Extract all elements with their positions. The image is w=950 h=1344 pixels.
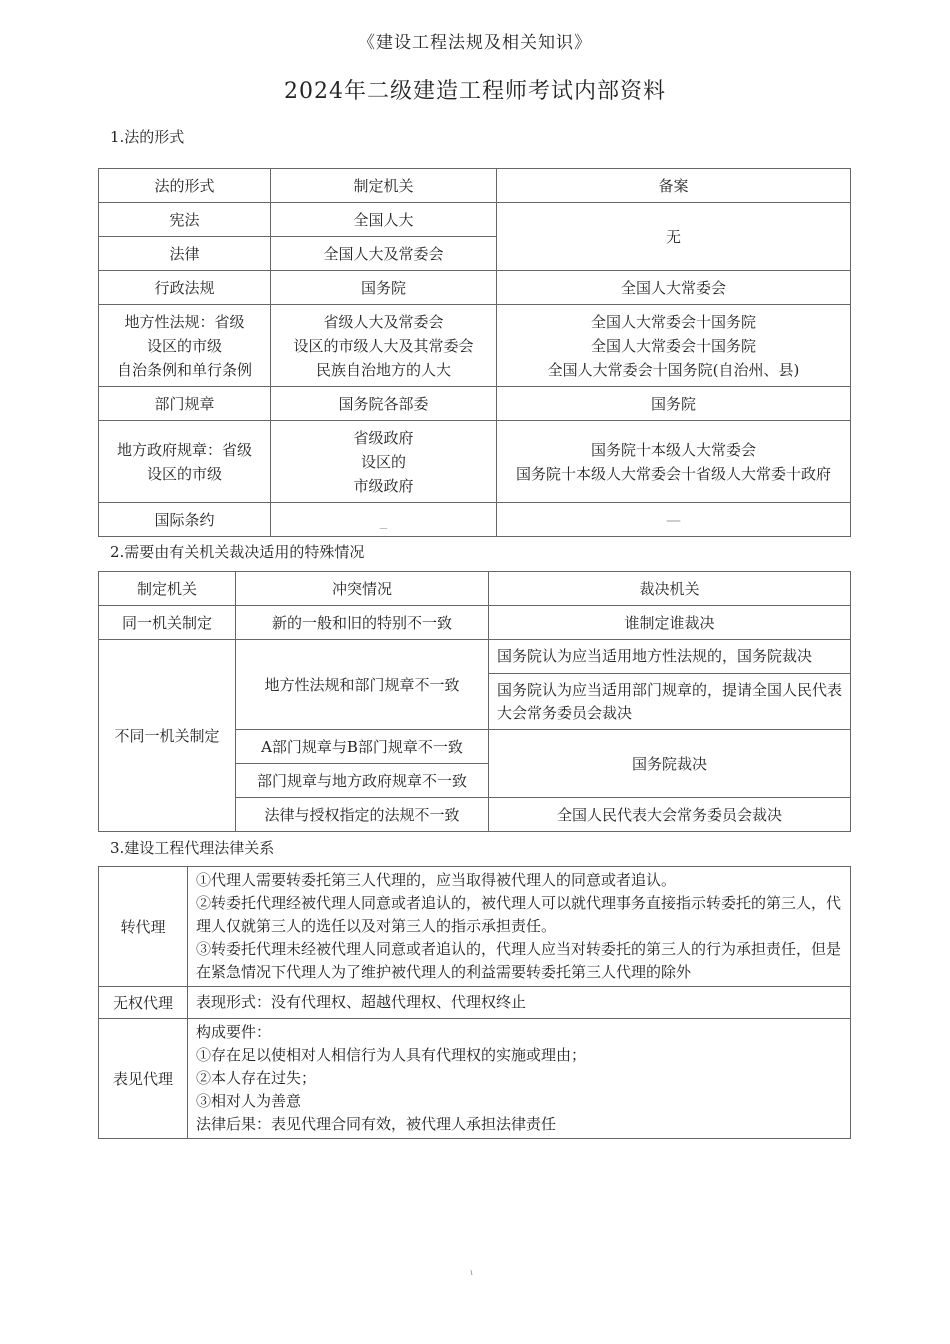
detail-line: ①代理人需要转委托第三人代理的，应当取得被代理人的同意或者追认。 bbox=[196, 871, 677, 889]
maker-cell: 同一机关制定 bbox=[99, 606, 236, 640]
filing-cell: 全国人大常委会 bbox=[497, 271, 851, 305]
conflict-cell: 地方性法规和部门规章不一致 bbox=[236, 640, 489, 730]
filing-cell: 国务院 bbox=[497, 387, 851, 421]
conflict-cell: A部门规章与B部门规章不一致 bbox=[236, 730, 489, 764]
ruling-table bbox=[98, 571, 851, 832]
cell-line: 民族自治地方的人大 bbox=[315, 360, 451, 379]
conflict-cell: 新的一般和旧的特别不一致 bbox=[236, 606, 489, 640]
cell-line: 省级政府 bbox=[353, 428, 414, 447]
column-header: 制定机关 bbox=[99, 572, 236, 606]
detail-line: 表现形式：没有代理权、超越代理权、代理权终止 bbox=[196, 993, 527, 1011]
agency-type-cell: 表见代理 bbox=[99, 1019, 188, 1139]
detail-line: 构成要件： bbox=[196, 1023, 272, 1041]
law-form-cell: 部门规章 bbox=[99, 387, 271, 421]
maker-cell bbox=[271, 421, 497, 503]
detail-line: ②本人存在过失； bbox=[196, 1069, 317, 1087]
detail-line: ②转委托代理经被代理人同意或者追认的，被代理人可以就代理事务直接指示转委托的第三人，代理人仅就第三人的选任以及对第三人的指示承担责任。 bbox=[196, 894, 842, 935]
document-title: 2024年二级建造工程师考试内部资料 bbox=[284, 79, 666, 104]
ruling-cell: 国务院认为应当适用部门规章的，提请全国人民代表大会常务委员会裁决 bbox=[489, 674, 851, 730]
cell-line: 省级人大及常委会 bbox=[323, 312, 444, 331]
cell-line: 设区的市级 bbox=[146, 336, 222, 355]
law-form-cell: 法律 bbox=[99, 237, 271, 271]
column-header: 冲突情况 bbox=[236, 572, 489, 606]
law-forms-table bbox=[98, 168, 851, 537]
maker-cell: _ bbox=[271, 503, 497, 537]
cell-line: 设区的市级人大及其常委会 bbox=[293, 336, 474, 355]
cell-line: 全国人大常委会十国务院 bbox=[590, 336, 756, 355]
maker-cell: 全国人大及常委会 bbox=[271, 237, 497, 271]
cell-line: 国务院十本级人大常委会 bbox=[590, 440, 756, 459]
cell-line: 市级政府 bbox=[353, 476, 414, 495]
ruling-cell: 国务院裁决 bbox=[489, 730, 851, 798]
detail-line: ③转委托代理未经被代理人同意或者追认的，代理人应当对转委托的第三人的行为承担责任，但是在紧急情况下代理人为了维护被代理人的利益需要转委托第三人代理的除外 bbox=[196, 940, 842, 981]
page-mark: ι bbox=[470, 1268, 474, 1277]
column-header: 裁决机关 bbox=[489, 572, 851, 606]
section-1-heading: 1.法的形式 bbox=[110, 128, 185, 146]
column-header: 制定机关 bbox=[271, 169, 497, 203]
column-header: 备案 bbox=[497, 169, 851, 203]
agency-type-cell: 转代理 bbox=[99, 867, 188, 987]
cell-line: 全国人大常委会十国务院 bbox=[590, 312, 756, 331]
filing-cell bbox=[497, 421, 851, 503]
detail-line: 法律后果：表见代理合同有效，被代理人承担法律责任 bbox=[196, 1115, 557, 1133]
ruling-cell: 国务院认为应当适用地方性法规的，国务院裁决 bbox=[489, 640, 851, 674]
detail-line: ①存在足以使相对人相信行为人具有代理权的实施或理由； bbox=[196, 1046, 587, 1064]
maker-cell: 全国人大 bbox=[271, 203, 497, 237]
law-form-cell bbox=[99, 305, 271, 387]
filing-cell: 无 bbox=[497, 203, 851, 271]
agency-detail-cell bbox=[188, 987, 851, 1019]
maker-cell bbox=[271, 305, 497, 387]
conflict-cell: 部门规章与地方政府规章不一致 bbox=[236, 764, 489, 798]
section-2-heading: 2.需要由有关机关裁决适用的特殊情况 bbox=[110, 543, 365, 561]
conflict-cell: 法律与授权指定的法规不一致 bbox=[236, 798, 489, 832]
cell-line: 国务院十本级人大常委会十省级人大常委十政府 bbox=[515, 464, 831, 483]
section-3-heading: 3.建设工程代理法律关系 bbox=[110, 839, 275, 857]
agency-detail-cell bbox=[188, 1019, 851, 1139]
law-form-cell: 宪法 bbox=[99, 203, 271, 237]
agency-type-cell: 无权代理 bbox=[99, 987, 188, 1019]
cell-line: 自治条例和单行条例 bbox=[116, 360, 252, 379]
maker-cell: 不同一机关制定 bbox=[99, 640, 236, 832]
law-form-cell: 国际条约 bbox=[99, 503, 271, 537]
cell-line: 地方政府规章：省级 bbox=[116, 440, 252, 459]
ruling-cell: 谁制定谁裁决 bbox=[489, 606, 851, 640]
cell-line: 全国人大常委会十国务院(自治州、县) bbox=[547, 360, 800, 379]
law-form-cell bbox=[99, 421, 271, 503]
column-header: 法的形式 bbox=[99, 169, 271, 203]
document-header: 《建设工程法规及相关知识》 bbox=[358, 33, 592, 53]
detail-line: ③相对人为善意 bbox=[196, 1092, 302, 1110]
filing-cell: — bbox=[497, 503, 851, 537]
maker-cell: 国务院 bbox=[271, 271, 497, 305]
ruling-cell: 全国人民代表大会常务委员会裁决 bbox=[489, 798, 851, 832]
agency-detail-cell bbox=[188, 867, 851, 987]
law-form-cell: 行政法规 bbox=[99, 271, 271, 305]
agency-table bbox=[98, 866, 851, 1139]
cell-line: 设区的 bbox=[360, 452, 406, 471]
cell-line: 地方性法规：省级 bbox=[124, 312, 245, 331]
filing-cell bbox=[497, 305, 851, 387]
cell-line: 设区的市级 bbox=[146, 464, 222, 483]
maker-cell: 国务院各部委 bbox=[271, 387, 497, 421]
